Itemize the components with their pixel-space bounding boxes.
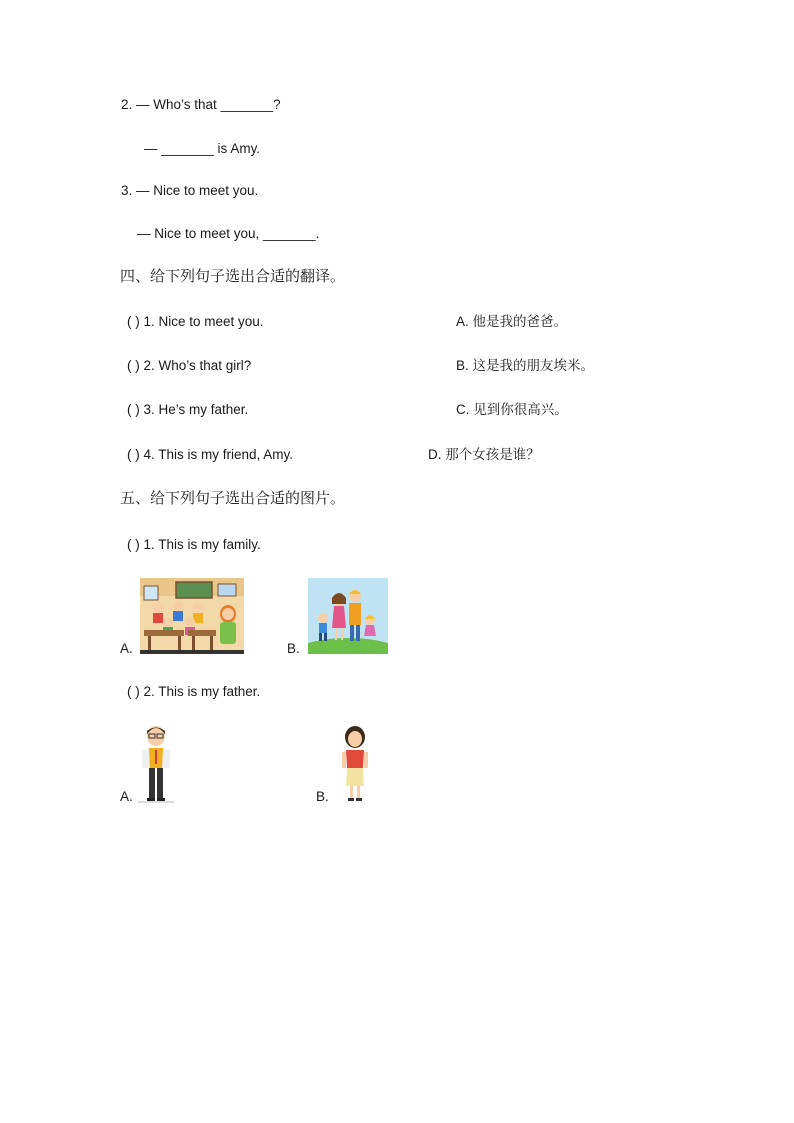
section5-heading: 五、给下列句子选出合适的图片。 — [120, 490, 346, 507]
s4-option-c: C. 见到你很高兴。 — [456, 402, 568, 417]
s4-question-3: ( ) 3. He’s my father. — [127, 402, 249, 417]
woman-picture[interactable] — [338, 724, 372, 804]
man-picture[interactable] — [138, 724, 174, 804]
s4-question-4: ( ) 4. This is my friend, Amy. — [127, 447, 294, 462]
answer-3: — Nice to meet you, _______. — [137, 226, 320, 241]
question-2: 2. — Who’s that _______? — [121, 97, 281, 112]
s4-option-b: B. 这是我的朋友埃米。 — [456, 358, 595, 373]
s4-option-d: D. 那个女孩是谁？ — [428, 447, 540, 462]
s5-q1-option-b-label: B. — [287, 641, 300, 656]
section4-heading: 四、给下列句子选出合适的翻译。 — [120, 268, 346, 285]
s4-question-1: ( ) 1. Nice to meet you. — [127, 314, 264, 329]
answer-2: — _______ is Amy. — [144, 141, 261, 156]
s5-q2-option-b-label: B. — [316, 789, 329, 804]
s5-question-2: ( ) 2. This is my father. — [127, 684, 261, 699]
s5-q1-option-a-label: A. — [120, 641, 133, 656]
s4-option-a: A. 他是我的爸爸。 — [456, 314, 568, 329]
s5-question-1: ( ) 1. This is my family. — [127, 537, 261, 552]
classroom-picture[interactable] — [140, 578, 244, 654]
s4-question-2: ( ) 2. Who’s that girl? — [127, 358, 252, 373]
family-picture[interactable] — [308, 578, 388, 654]
s5-q2-option-a-label: A. — [120, 789, 133, 804]
question-3: 3. — Nice to meet you. — [121, 183, 259, 198]
